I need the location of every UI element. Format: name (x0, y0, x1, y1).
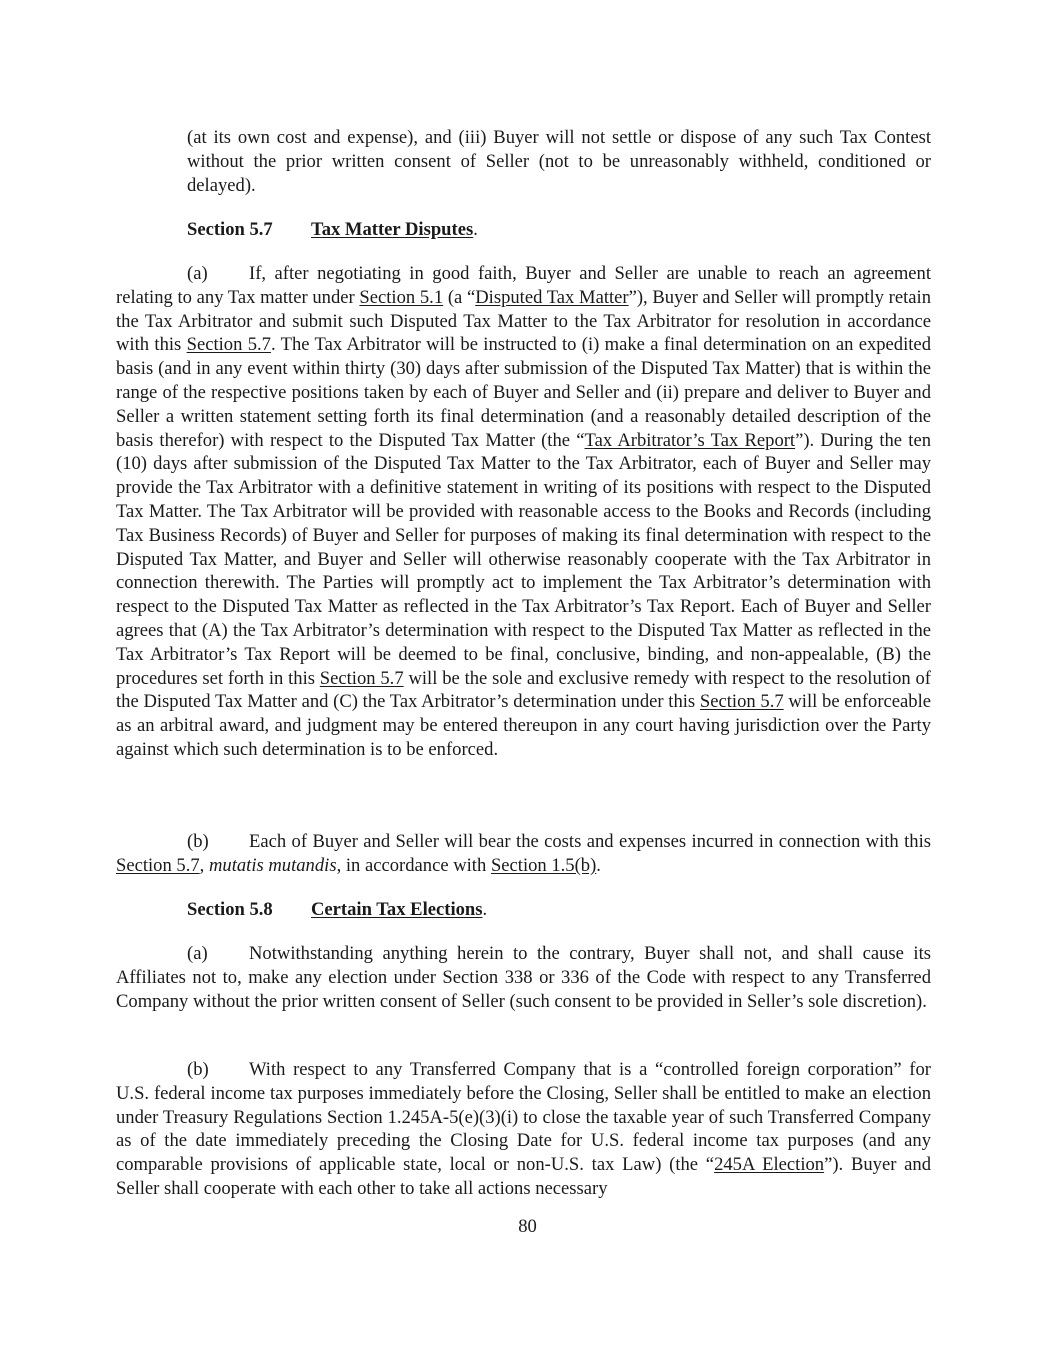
defined-term: Tax Arbitrator’s Tax Report (584, 429, 796, 451)
clause-label: (a) (187, 943, 208, 964)
cross-reference: Section 5.7 (319, 667, 404, 689)
defined-term: Disputed Tax Matter (475, 286, 629, 308)
defined-term: 245A Election (714, 1154, 825, 1176)
section-number: Section 5.8 (187, 899, 273, 920)
clause-label: (b) (187, 831, 209, 852)
section-5-8-heading: Section 5.8 Certain Tax Elections. (187, 899, 488, 920)
section-number: Section 5.7 (187, 219, 273, 240)
latin-phrase: mutatis mutandis (208, 854, 337, 876)
cross-reference: Section 5.7 (186, 334, 271, 356)
cross-reference: Section 5.1 (359, 286, 444, 308)
cross-reference: Section 5.7 (699, 691, 784, 713)
section-title: Certain Tax Elections (311, 899, 483, 920)
clause-label: (a) (187, 263, 208, 284)
paragraph-5-8-a: (a) Notwithstanding anything herein to the contrary, Buyer shall not, and shall cause its Affiliates not to, make any election under Section 338 or 336 of the Code with respect to any Transferred Company without the prior written consent of Seller (such consent to be provided in Seller’s sole discretion). (116, 943, 931, 1012)
clause-label: (b) (187, 1059, 209, 1080)
cross-reference: Section 5.7 (116, 854, 200, 876)
continuation-paragraph: (at its own cost and expense), and (iii) Buyer will not settle or dispose of any such Tax Contest without the prior written consent of Seller (not to be unreasonably withheld, conditioned or delayed). (187, 127, 931, 196)
page-number: 80 (518, 1216, 537, 1237)
paragraph-5-8-b: (b) With respect to any Transferred Company that is a “controlled foreign corporation” for U.S. federal income tax purposes immediately before the Closing, Seller shall be entitled to make an election under Treasury Regulations Section 1.245A-5(e)(3)(i) to close the taxable year of such Transferred Company as of the date immediately preceding the Closing Date for U.S. federal income tax purposes (and any comparable provisions of applicable state, local or non-U.S. tax Law) (the “245A Election”). Buyer and Seller shall cooperate with each other to take all actions necessary (116, 1059, 931, 1199)
cross-reference: Section 1.5(b) (490, 854, 597, 876)
section-5-7-heading: Section 5.7 Tax Matter Disputes. (187, 219, 478, 240)
paragraph-5-7-a: (a) If, after negotiating in good faith, Buyer and Seller are unable to reach an agreement relating to any Tax matter under Section 5.1 (a “Disputed Tax Matter”), Buyer and Seller will promptly retain the Tax Arbitrator and submit such Disputed Tax Matter to the Tax Arbitrator for resolution in accordance with this Section 5.7. The Tax Arbitrator will be instructed to (i) make a final determination on an expedited basis (and in any event within thirty (30) days after submission of the Disputed Tax Matter) that is within the range of the respective positions taken by each of Buyer and Seller and (ii) prepare and deliver to Buyer and Seller a written statement setting forth its final determination (and a reasonably detailed description of the basis therefor) with respect to the Disputed Tax Matter (the “Tax Arbitrator’s Tax Report”). During the ten (10) days after submission of the Disputed Tax Matter to the Tax Arbitrator, each of Buyer and Seller may provide the Tax Arbitrator with a definitive statement in writing of its positions with respect to the Disputed Tax Matter. The Tax Arbitrator will be provided with reasonable access to the Books and Records (including Tax Business Records) of Buyer and Seller for purposes of making its final determination with respect to the Disputed Tax Matter, and Buyer and Seller will otherwise reasonably cooperate with the Tax Arbitrator in connection therewith. The Parties will promptly act to implement the Tax Arbitrator’s determination with respect to the Disputed Tax Matter as reflected in the Tax Arbitrator’s Tax Report. Each of Buyer and Seller agrees that (A) the Tax Arbitrator’s determination with respect to the Disputed Tax Matter as reflected in the Tax Arbitrator’s Tax Report will be deemed to be final, conclusive, binding, and non-appealable, (B) the procedures set forth in this Section 5.7 will be the sole and exclusive remedy with respect to the resolution of the Disputed Tax Matter and (C) the Tax Arbitrator’s determination under this Section 5.7 will be enforceable as an arbitral award, and judgment may be entered thereupon in any court having jurisdiction over the Party against which such determination is to be enforced. (116, 263, 932, 760)
section-title: Tax Matter Disputes (311, 219, 474, 240)
paragraph-5-7-b: (b) Each of Buyer and Seller will bear the costs and expenses incurred in connection with this Section 5.7, mutatis mutandis, in accordance with Section 1.5(b). (116, 831, 931, 876)
